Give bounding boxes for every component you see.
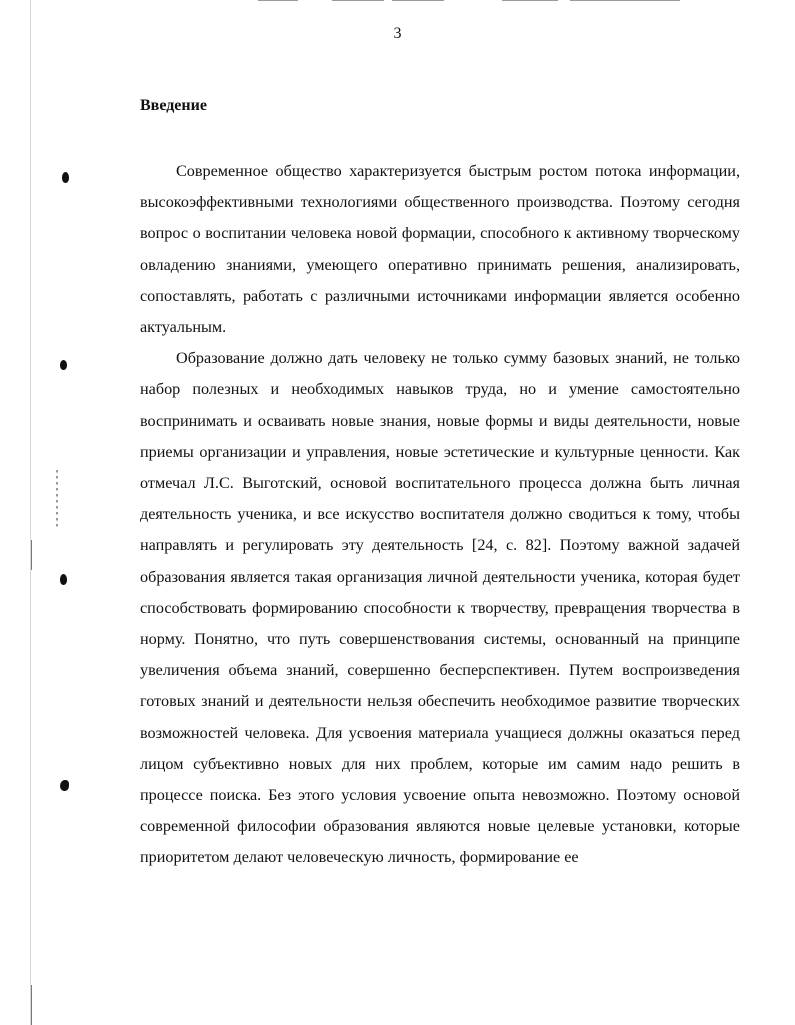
binding-edge-mark [31, 540, 32, 570]
paragraph: Образование должно дать человеку не только сумму базовых знаний, не только набор полезных и необходимых навыков труда, но и умение самостоятельно воспринимать и осваивать новые знания, новые формы и виды деятельности, новые приемы организации и управления, новые эстетические и культурные ценности. Как отмечал Л.С. Выготский, основой воспитательного процесса должна быть личная деятельность ученика, и все искусство воспитателя должно сводиться к тому, чтобы направлять и регулировать эту деятельность [24, с. 82]. Поэтому важной задачей образования является такая организация личной деятельности ученика, которая будет способствовать формированию способности к творчеству, превращения творчества в норму. Понятно, что путь совершенствования системы, основанный на принципе увеличения объема знаний, совершенно бесперспективен. Путем воспроизведения готовых знаний и деятельности нельзя обеспечить необходимое развитие творческих возможностей человека. Для усвоения материала учащиеся должны оказаться перед лицом субъективно новых для них проблем, которые им самим надо решить в процессе поиска. Без этого условия усвоение опыта невозможно. Поэтому основой современной философии образования являются новые целевые установки, которые приоритетом делают человеческую личность, формирование ее [140, 349, 740, 867]
scan-artifact [570, 0, 680, 1]
page-number: 3 [393, 25, 402, 42]
binder-hole-mark [60, 574, 67, 585]
paragraph: Современное общество характеризуется быстрым ростом потока информации, высокоэффективными технологиями общественного производства. Поэтому сегодня вопрос о воспитании человека новой формации, способного к активному творческому овладению знаниями, умеющего оперативно принимать решения, анализировать, сопоставлять, работать с различными источниками информации является особенно актуальным. [140, 162, 740, 337]
scan-artifact [502, 0, 558, 1]
section-heading: Введение [140, 97, 207, 114]
body-text [140, 156, 740, 874]
scan-artifact [258, 0, 298, 1]
scan-artifact [332, 0, 384, 1]
binder-hole-mark [60, 780, 69, 791]
scan-dots [56, 470, 58, 530]
binder-hole-mark [60, 360, 67, 370]
scan-artifact [392, 0, 444, 1]
binder-hole-mark [62, 172, 69, 183]
binding-edge-mark [31, 985, 32, 1025]
binding-edge [30, 0, 31, 1025]
